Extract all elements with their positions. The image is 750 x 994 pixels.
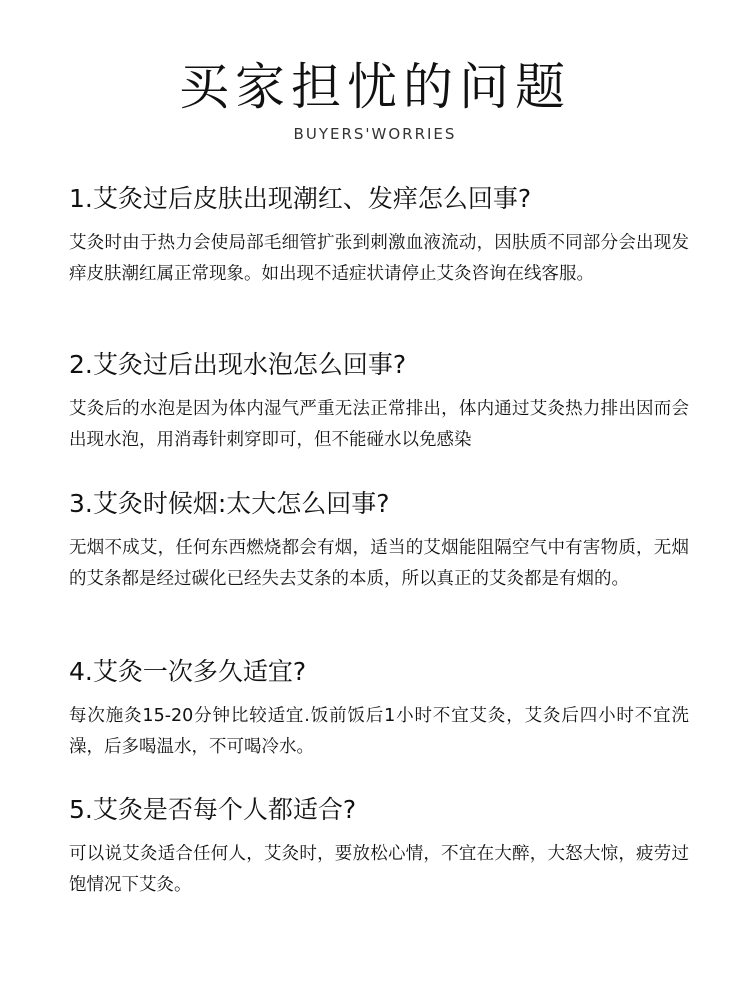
faq-answer: 艾灸后的水泡是因为体内湿气严重无法正常排出，体内通过艾灸热力排出因而会出现水泡，用消毒针刺穿即可，但不能碰水以免感染	[69, 399, 689, 450]
faq-item	[69, 793, 689, 901]
page-title: 买家担忧的问题	[179, 58, 571, 116]
faq-item	[69, 655, 689, 763]
faq-answer: 无烟不成艾，任何东西燃烧都会有烟，适当的艾烟能阻隔空气中有害物质，无烟的艾条都是经过碳化已经失去艾条的本质，所以真正的艾灸都是有烟的。	[69, 538, 689, 589]
faq-answer: 每次施灸15-20分钟比较适宜.饭前饭后1小时不宜艾灸，艾灸后四小时不宜洗澡，后多喝温水，不可喝冷水。	[69, 706, 689, 757]
faq-answer: 艾灸时由于热力会使局部毛细管扩张到刺激血液流动，因肤质不同部分会出现发痒皮肤潮红属正常现象。如出现不适症状请停止艾灸咨询在线客服。	[69, 233, 689, 284]
page-subtitle: BUYERS'WORRIES	[293, 125, 457, 143]
faq-item	[69, 487, 689, 595]
faq-question: 2.艾灸过后出现水泡怎么回事?	[69, 350, 407, 379]
faq-question: 5.艾灸是否每个人都适合?	[69, 795, 357, 824]
faq-question: 1.艾灸过后皮肤出现潮红、发痒怎么回事?	[69, 184, 532, 213]
faq-question: 3.艾灸时候烟:太大怎么回事?	[69, 489, 390, 518]
faq-answer: 可以说艾灸适合任何人，艾灸时，要放松心情，不宜在大醉，大怒大惊，疲劳过饱情况下艾灸。	[69, 844, 689, 895]
faq-item	[69, 182, 689, 290]
faq-question: 4.艾灸一次多久适宜?	[69, 657, 307, 686]
faq-item	[69, 348, 689, 456]
